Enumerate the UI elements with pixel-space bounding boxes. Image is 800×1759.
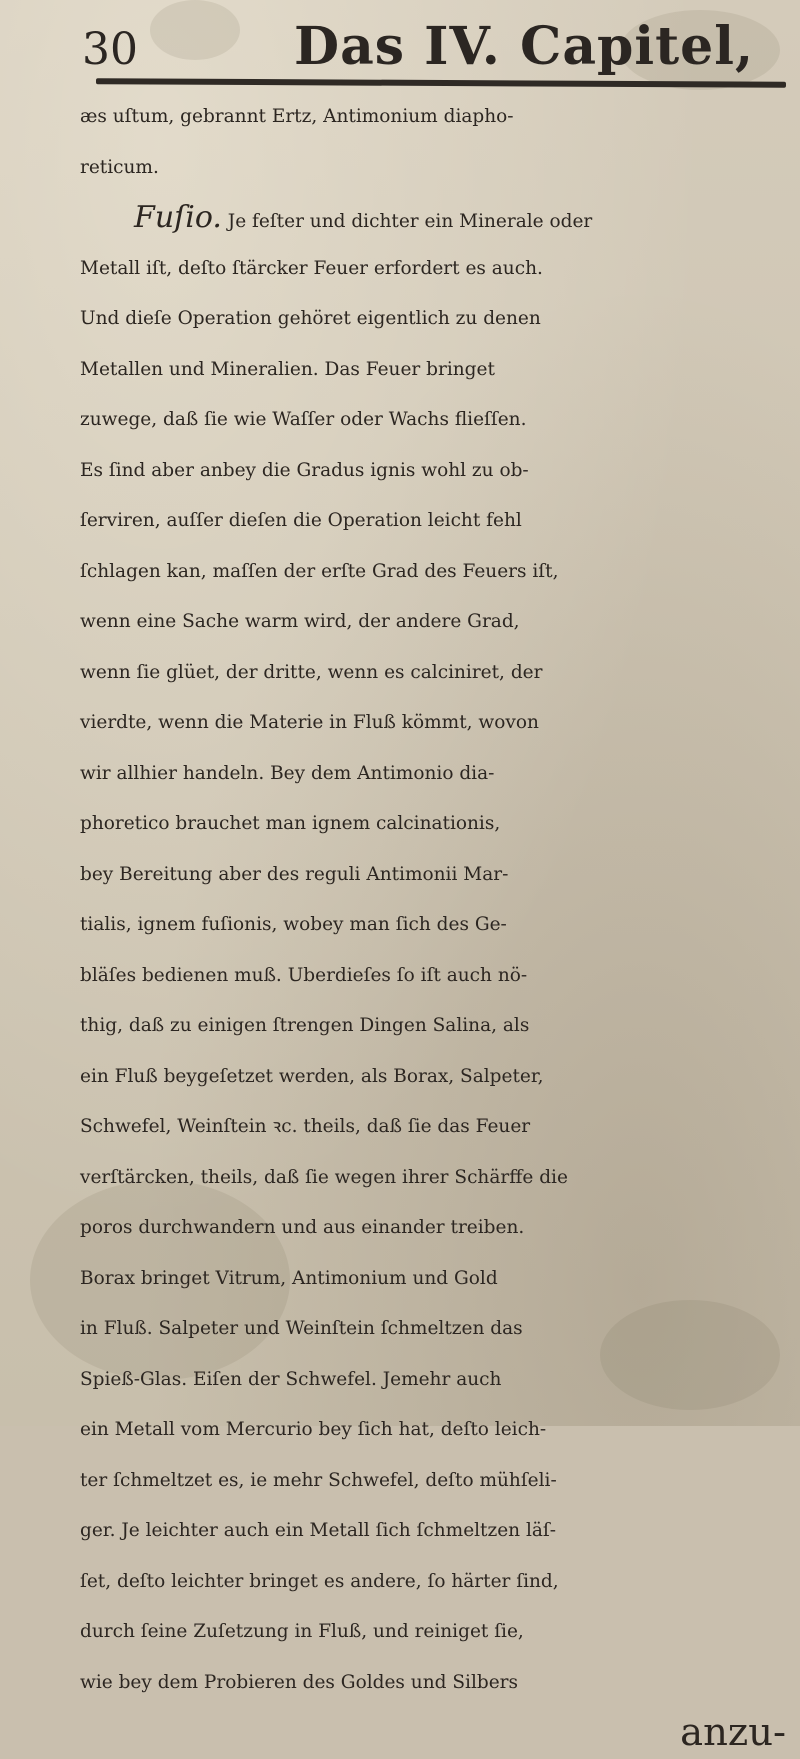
text-line: Metallen und Mineralien. Das Feuer bringet bbox=[80, 358, 495, 380]
text-line: thig, daß zu einigen ſtrengen Dingen Salina, als bbox=[80, 1015, 530, 1036]
text-line: tialis, ignem fuſionis, wobey man ſich des Ge- bbox=[80, 914, 507, 935]
text-line: wie bey dem Probieren des Goldes und Silbers bbox=[80, 1671, 518, 1693]
text-line: æs uſtum, gebrannt Ertz, Antimonium diapho- bbox=[80, 106, 514, 127]
text-line: ſerviren, auſſer dieſen die Operation leicht fehl bbox=[80, 510, 522, 531]
catchword: anzu- bbox=[680, 1710, 786, 1755]
text-line: wenn ſie glüet, der dritte, wenn es calciniret, der bbox=[80, 661, 543, 683]
text-line: Schwefel, Weinſtein ꝛc. theils, daß ſie das Feuer bbox=[80, 1116, 531, 1137]
text-line: verſtärcken, theils, daß ſie wegen ihrer Schärffe die bbox=[80, 1166, 568, 1188]
paragraph-lead: Fuſio. bbox=[134, 200, 222, 235]
text-line: Es ſind aber anbey die Gradus ignis wohl zu ob- bbox=[80, 459, 529, 481]
text-line: ter ſchmeltzet es, ie mehr Schwefel, deſto mühſeli- bbox=[80, 1469, 557, 1491]
text-line: poros durchwandern und aus einander treiben. bbox=[80, 1217, 525, 1238]
text-line: durch ſeine Zuſetzung in Fluß, und reiniget ſie, bbox=[80, 1621, 524, 1642]
text-line: wir allhier handeln. Bey dem Antimonio dia- bbox=[80, 762, 495, 784]
text-line: zuwege, daß ſie wie Waſſer oder Wachs flieſſen. bbox=[80, 409, 527, 430]
text-line: vierdte, wenn die Materie in Fluß kömmt, wovon bbox=[80, 712, 539, 733]
text-line: ger. Je leichter auch ein Metall ſich ſchmeltzen läſ- bbox=[80, 1520, 557, 1541]
page-header bbox=[82, 10, 782, 80]
body-text bbox=[80, 92, 792, 1759]
text-line: Metall iſt, deſto ſtärcker Feuer erfordert es auch. bbox=[80, 257, 543, 279]
text-line: Borax bringet Vitrum, Antimonium und Gold bbox=[80, 1267, 498, 1289]
text-line: Spieß-Glas. Eiſen der Schwefel. Jemehr auch bbox=[80, 1368, 502, 1390]
text-line: phoretico brauchet man ignem calcinationis, bbox=[80, 813, 501, 834]
text-line: Fuſio. Je feſter und dichter ein Minerale oder bbox=[134, 200, 593, 235]
running-head: Das IV. Capitel, bbox=[294, 16, 755, 77]
text-line: ein Metall vom Mercurio bey ſich hat, deſto leich- bbox=[80, 1419, 547, 1440]
text-line: Und dieſe Operation gehöret eigentlich zu denen bbox=[80, 308, 541, 329]
text-line: bläſes bedienen muß. Uberdieſes ſo iſt auch nö- bbox=[80, 964, 528, 986]
text-line: in Fluß. Salpeter und Weinſtein ſchmeltzen das bbox=[80, 1318, 523, 1339]
text-line: ſchlagen kan, maſſen der erſte Grad des Feuers iſt, bbox=[80, 560, 559, 582]
text-line: ſet, deſto leichter bringet es andere, ſo härter ſind, bbox=[80, 1570, 559, 1592]
text-line: reticum. bbox=[80, 156, 159, 178]
text-line: wenn eine Sache warm wird, der andere Grad, bbox=[80, 611, 520, 632]
text-line: bey Bereitung aber des reguli Antimonii Mar- bbox=[80, 863, 509, 885]
page-number: 30 bbox=[82, 24, 138, 75]
text-line: ein Fluß beygeſetzet werden, als Borax, Salpeter, bbox=[80, 1065, 544, 1087]
